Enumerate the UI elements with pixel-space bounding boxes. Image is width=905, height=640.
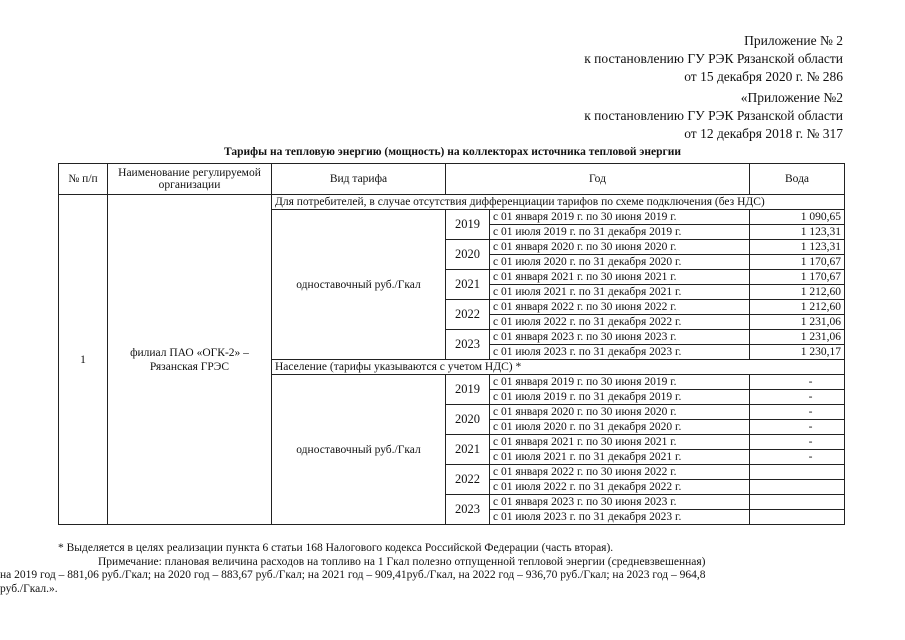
year-cell: 2022	[446, 300, 490, 330]
year-cell: 2021	[446, 435, 490, 465]
tariff-value: -	[750, 435, 845, 450]
tariff-value: -	[750, 420, 845, 435]
period-second-half: с 01 июля 2023 г. по 31 декабря 2023 г.	[490, 345, 750, 360]
section-title: Для потребителей, в случае отсутствия дифференциации тарифов по схеме подключения (без НДС)	[272, 195, 845, 210]
tariff-value	[750, 510, 845, 525]
tariff-value: 1 123,31	[750, 225, 845, 240]
tariff-value: 1 212,60	[750, 300, 845, 315]
period-first-half: с 01 января 2021 г. по 30 июня 2021 г.	[490, 435, 750, 450]
previous-appendix-resolution: к постановлению ГУ РЭК Рязанской области	[584, 108, 843, 123]
year-cell: 2022	[446, 465, 490, 495]
section-title-row	[59, 195, 845, 210]
row-number-cell: 1	[59, 195, 108, 525]
tariff-value: 1 212,60	[750, 285, 845, 300]
remark-line-2: на 2019 год – 881,06 руб./Гкал; на 2020 год – 883,67 руб./Гкал; на 2021 год – 909,41руб./Гкал, на 2022 год – 936,70 руб./Гкал; на 2023 год – 964,8	[0, 569, 706, 581]
period-first-half: с 01 января 2020 г. по 30 июня 2020 г.	[490, 240, 750, 255]
period-second-half: с 01 июля 2022 г. по 31 декабря 2022 г.	[490, 480, 750, 495]
col-header-num: № п/п	[59, 164, 108, 195]
period-second-half: с 01 июля 2019 г. по 31 декабря 2019 г.	[490, 390, 750, 405]
period-first-half: с 01 января 2022 г. по 30 июня 2022 г.	[490, 465, 750, 480]
tariff-value	[750, 480, 845, 495]
appendix-number: Приложение № 2	[744, 33, 843, 48]
tariff-value: -	[750, 405, 845, 420]
tariff-table-body	[59, 164, 845, 525]
remark-line-1: Примечание: плановая величина расходов на топливо на 1 Гкал полезно отпущенной тепловой энергии (средневзвешенная)	[98, 555, 706, 568]
tariff-type-cell: одноставочный руб./Гкал	[272, 375, 446, 525]
col-header-type: Вид тарифа	[272, 164, 446, 195]
period-second-half: с 01 июля 2021 г. по 31 декабря 2021 г.	[490, 450, 750, 465]
notes-block	[0, 542, 858, 596]
tariff-value: 1 170,67	[750, 270, 845, 285]
period-second-half: с 01 июля 2019 г. по 31 декабря 2019 г.	[490, 225, 750, 240]
period-second-half: с 01 июля 2020 г. по 31 декабря 2020 г.	[490, 420, 750, 435]
year-cell: 2023	[446, 330, 490, 360]
period-second-half: с 01 июля 2020 г. по 31 декабря 2020 г.	[490, 255, 750, 270]
previous-appendix-date: от 12 декабря 2018 г. № 317	[684, 126, 843, 141]
organization-name-cell: филиал ПАО «ОГК-2» – Рязанская ГРЭС	[108, 195, 272, 525]
col-header-water: Вода	[750, 164, 845, 195]
tariff-value: -	[750, 375, 845, 390]
period-first-half: с 01 января 2020 г. по 30 июня 2020 г.	[490, 405, 750, 420]
remark-line-3: руб./Гкал.».	[0, 582, 58, 595]
document-title: Тарифы на тепловую энергию (мощность) на коллекторах источника тепловой энергии	[224, 146, 681, 158]
col-header-year: Год	[446, 164, 750, 195]
period-first-half: с 01 января 2023 г. по 30 июня 2023 г.	[490, 495, 750, 510]
tariff-value: -	[750, 450, 845, 465]
table-header-row	[59, 164, 845, 195]
tariff-value: 1 090,65	[750, 210, 845, 225]
tariff-value	[750, 495, 845, 510]
previous-appendix-number: «Приложение №2	[740, 90, 843, 105]
year-cell: 2020	[446, 240, 490, 270]
tariff-value	[750, 465, 845, 480]
year-cell: 2019	[446, 210, 490, 240]
year-cell: 2019	[446, 375, 490, 405]
period-first-half: с 01 января 2021 г. по 30 июня 2021 г.	[490, 270, 750, 285]
year-cell: 2021	[446, 270, 490, 300]
tariff-table	[58, 163, 845, 525]
appendix-date: от 15 декабря 2020 г. № 286	[684, 69, 843, 84]
section-title: Население (тарифы указываются с учетом НДС) *	[272, 360, 845, 375]
col-header-org: Наименование регулируемой организации	[108, 164, 272, 195]
period-second-half: с 01 июля 2023 г. по 31 декабря 2023 г.	[490, 510, 750, 525]
year-cell: 2023	[446, 495, 490, 525]
tariff-value: 1 170,67	[750, 255, 845, 270]
tariff-value: 1 231,06	[750, 330, 845, 345]
footnote: * Выделяется в целях реализации пункта 6 статьи 168 Налогового кодекса Российской Федерации (часть вторая).	[58, 542, 614, 554]
appendix-resolution: к постановлению ГУ РЭК Рязанской области	[584, 51, 843, 66]
year-cell: 2020	[446, 405, 490, 435]
period-first-half: с 01 января 2023 г. по 30 июня 2023 г.	[490, 330, 750, 345]
tariff-value: -	[750, 390, 845, 405]
previous-appendix-header	[584, 89, 843, 143]
tariff-type-cell: одноставочный руб./Гкал	[272, 210, 446, 360]
period-first-half: с 01 января 2019 г. по 30 июня 2019 г.	[490, 210, 750, 225]
period-first-half: с 01 января 2019 г. по 30 июня 2019 г.	[490, 375, 750, 390]
period-second-half: с 01 июля 2022 г. по 31 декабря 2022 г.	[490, 315, 750, 330]
tariff-value: 1 230,17	[750, 345, 845, 360]
appendix-header	[584, 32, 843, 86]
tariff-value: 1 123,31	[750, 240, 845, 255]
tariff-value: 1 231,06	[750, 315, 845, 330]
period-second-half: с 01 июля 2021 г. по 31 декабря 2021 г.	[490, 285, 750, 300]
period-first-half: с 01 января 2022 г. по 30 июня 2022 г.	[490, 300, 750, 315]
